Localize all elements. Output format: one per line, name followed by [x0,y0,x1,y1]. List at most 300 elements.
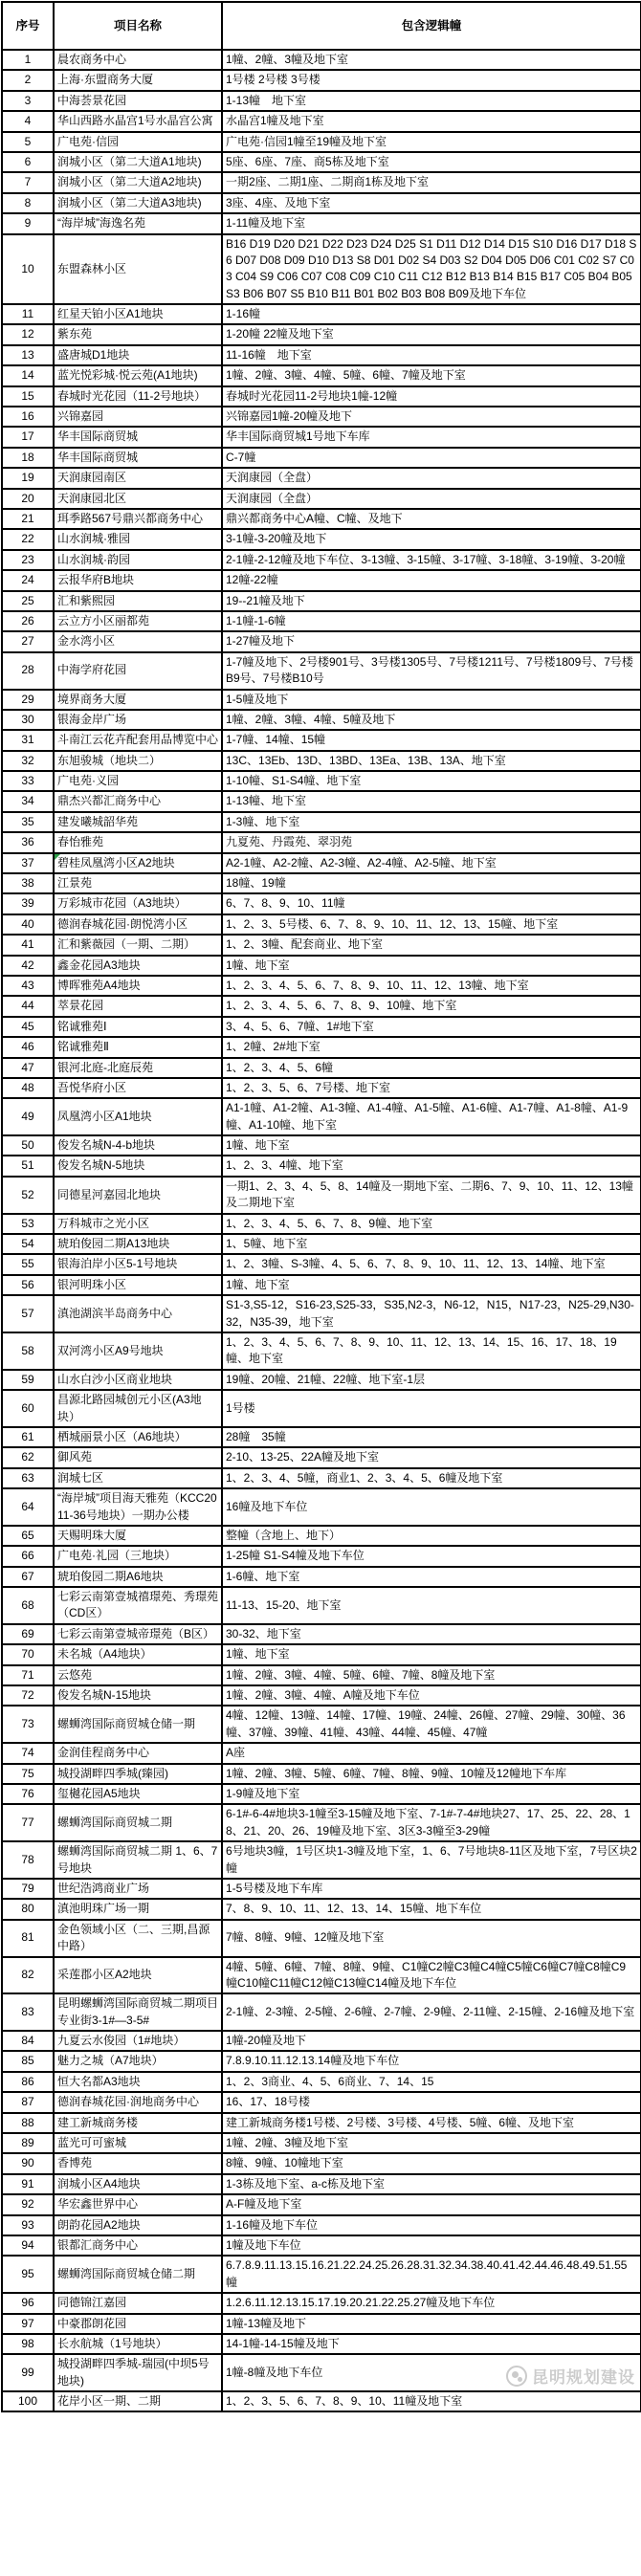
table-row [2,791,641,811]
row-project-name: 香博苑 [54,2153,222,2173]
row-serial-number: 24 [2,570,54,590]
row-serial-number: 29 [2,690,54,710]
table-row [2,2031,641,2051]
row-serial-number: 13 [2,345,54,365]
row-serial-number: 94 [2,2235,54,2256]
table-row [2,1135,641,1156]
table-row [2,690,641,710]
row-included-buildings: 1、2、3幢、S-3幢、4、5、6、7、8、9、10、11、12、13、14幢、地下室 [222,1254,641,1274]
row-serial-number: 4 [2,111,54,131]
row-included-buildings: 1-13幢 地下室 [222,91,641,111]
row-serial-number: 9 [2,213,54,233]
row-project-name: 吾悦华府小区 [54,1078,222,1098]
table-row [2,152,641,172]
row-serial-number: 81 [2,1920,54,1957]
row-serial-number: 52 [2,1177,54,1214]
row-serial-number: 69 [2,1624,54,1644]
table-row [2,1214,641,1234]
row-included-buildings: 1-3幢、地下室 [222,812,641,832]
row-serial-number: 65 [2,1526,54,1546]
row-serial-number: 31 [2,730,54,750]
row-project-name: 城投湖畔四季城-瑞园(中坝5号地块) [54,2354,222,2391]
table-row [2,132,641,152]
row-included-buildings: 8幢、9幢、10幢地下室 [222,2153,641,2173]
row-serial-number: 92 [2,2194,54,2214]
row-serial-number: 30 [2,710,54,730]
row-project-name: 上海·东盟商务大厦 [54,70,222,90]
row-included-buildings: 3、4、5、6、7幢、1#地下室 [222,1017,641,1037]
row-included-buildings: 13C、13Eb、13D、13BD、13Ea、13B、13A、地下室 [222,751,641,771]
row-project-name: 兴锦嘉园 [54,407,222,427]
row-serial-number: 90 [2,2153,54,2173]
table-row [2,1784,641,1804]
row-serial-number: 75 [2,1764,54,1784]
table-row [2,1468,641,1488]
row-included-buildings: A-F幢及地下室 [222,2194,641,2214]
row-serial-number: 28 [2,652,54,690]
table-row [2,1156,641,1176]
row-serial-number: 6 [2,152,54,172]
row-included-buildings: 1幢、2幢、3幢、4幢、5幢、6幢、7幢及地下室 [222,365,641,385]
row-serial-number: 74 [2,1743,54,1763]
row-project-name: 华丰国际商贸城 [54,448,222,468]
row-project-name: 滇池湖滨半岛商务中心 [54,1295,222,1332]
row-project-name: 万彩城市花园（A3地块） [54,893,222,914]
row-included-buildings: 1幢、2幢、3幢及地下室 [222,50,641,70]
row-included-buildings: 30-32、地下室 [222,1624,641,1644]
row-included-buildings: 1-5幢及地下 [222,690,641,710]
table-row [2,550,641,570]
row-included-buildings: 1幢-13幢及地下 [222,2314,641,2334]
row-serial-number: 79 [2,1879,54,1899]
row-serial-number: 42 [2,956,54,976]
row-serial-number: 89 [2,2133,54,2153]
row-included-buildings: 1幢、地下室 [222,1135,641,1156]
row-project-name: 俊发名城N-4-b地块 [54,1135,222,1156]
table-row [2,193,641,213]
row-project-name: 铭诚雅苑Ⅰ [54,1017,222,1037]
table-row [2,509,641,529]
table-row [2,1743,641,1763]
row-included-buildings: 1、5幢、地下室 [222,1234,641,1254]
row-included-buildings: 3-1幢-3-20幢及地下 [222,529,641,549]
row-project-name: 金色领域小区（二、三期,昌源中路） [54,1920,222,1957]
row-serial-number: 10 [2,234,54,305]
row-project-name: 中豪郡朗花园 [54,2314,222,2334]
row-serial-number: 46 [2,1037,54,1057]
row-included-buildings: 1号楼 [222,1390,641,1427]
row-included-buildings: 建工新城商务楼1号楼、2号楼、3号楼、4号楼、5幢、6幢、及地下室 [222,2113,641,2133]
row-serial-number: 51 [2,1156,54,1176]
table-row [2,2256,641,2293]
table-row [2,1177,641,1214]
row-included-buildings: 华丰国际商贸城1号地下车库 [222,427,641,447]
row-serial-number: 47 [2,1058,54,1078]
row-serial-number: 40 [2,914,54,935]
row-serial-number: 36 [2,832,54,852]
row-project-name: 汇和紫薇园（一期、二期） [54,935,222,955]
row-included-buildings: 19--21幢及地下 [222,591,641,611]
row-included-buildings: S1-3,S5-12，S16-23,S25-33，S35,N2-3，N6-12，N15，N17-23，N25-29,N30-32，N35-39，地下室 [222,1295,641,1332]
row-project-name: 山水润城·雅园 [54,529,222,549]
table-row [2,2051,641,2071]
row-serial-number: 62 [2,1447,54,1467]
row-serial-number: 93 [2,2215,54,2235]
table-row [2,1920,641,1957]
table-row [2,111,641,131]
table-row [2,1254,641,1274]
row-included-buildings: A2-1幢、A2-2幢、A2-3幢、A2-4幢、A2-5幢、地下室 [222,853,641,873]
row-included-buildings: 7幢、8幢、9幢、12幢及地下室 [222,1920,641,1957]
row-serial-number: 77 [2,1804,54,1841]
row-included-buildings: 1-16幢 [222,304,641,324]
row-serial-number: 73 [2,1706,54,1743]
row-project-name: 云报华府B地块 [54,570,222,590]
header-serial-number: 序号 [2,2,54,50]
row-included-buildings: 1-7幢、14幢、15幢 [222,730,641,750]
table-row [2,448,641,468]
row-included-buildings: 一期1、2、3、4、5、8、14幢及一期地下室、二期6、7、9、10、11、12、13幢及二期地下室 [222,1177,641,1214]
row-serial-number: 86 [2,2072,54,2092]
row-included-buildings: 11-13、15-20、地下室 [222,1587,641,1624]
table-row [2,1098,641,1135]
row-serial-number: 26 [2,611,54,631]
row-project-name: 七彩云南第壹城禧璟苑、秀璟苑（CD区） [54,1587,222,1624]
row-project-name: 银河北庭-北庭辰苑 [54,1058,222,1078]
row-included-buildings: 1-9幢及地下室 [222,1784,641,1804]
row-included-buildings: 6、7、8、9、10、11幢 [222,893,641,914]
row-included-buildings: 1-27幢及地下 [222,631,641,651]
row-project-name: 螺蛳湾国际商贸城二期 [54,1804,222,1841]
table-row [2,1957,641,1994]
row-project-name: 春城时光花园（11-2号地块） [54,386,222,407]
row-project-name: 广电苑·礼园（三地块） [54,1546,222,1566]
row-serial-number: 57 [2,1295,54,1332]
row-serial-number: 8 [2,193,54,213]
row-serial-number: 38 [2,873,54,893]
row-project-name: 春怡雅苑 [54,832,222,852]
table-row [2,1764,641,1784]
row-project-name: 万科城市之光小区 [54,1214,222,1234]
row-serial-number: 39 [2,893,54,914]
row-included-buildings: 1-20幢 22幢及地下室 [222,324,641,344]
row-serial-number: 43 [2,976,54,996]
table-row [2,996,641,1016]
row-included-buildings: 7.8.9.10.11.12.13.14幢及地下车位 [222,2051,641,2071]
row-project-name: 润城七区 [54,1468,222,1488]
table-row [2,1526,641,1546]
row-project-name: “海岸城”项目海天雅苑（KCC2011-36号地块）一期办公楼 [54,1488,222,1526]
row-project-name: 俊发名城N-5地块 [54,1156,222,1176]
row-project-name: 萃景花园 [54,996,222,1016]
row-project-name: 琥珀俊园二期A6地块 [54,1567,222,1587]
row-included-buildings: 兴锦嘉园1幢-20幢及地下 [222,407,641,427]
row-included-buildings: 14-1幢-14-15幢及地下 [222,2334,641,2354]
row-included-buildings: C-7幢 [222,448,641,468]
row-project-name: 东盟森林小区 [54,234,222,305]
row-project-name: 东旭骏城（地块二） [54,751,222,771]
table-row [2,1879,641,1899]
row-included-buildings: A座 [222,1743,641,1763]
table-row [2,812,641,832]
row-project-name: 栖城丽景小区（A6地块） [54,1427,222,1447]
row-included-buildings: 1-7幢及地下、2号楼901号、3号楼1305号、7号楼1211号、7号楼1809号、7号楼B9号、7号楼B10号 [222,652,641,690]
row-included-buildings: 1幢、地下室 [222,1644,641,1664]
row-serial-number: 27 [2,631,54,651]
table-row [2,529,641,549]
row-serial-number: 84 [2,2031,54,2051]
row-project-name: 云悠苑 [54,1665,222,1685]
row-included-buildings: 1-6幢、地下室 [222,1567,641,1587]
row-project-name: 朗韵花园A2地块 [54,2215,222,2235]
row-serial-number: 50 [2,1135,54,1156]
table-row [2,1295,641,1332]
table-row [2,2235,641,2256]
row-project-name: 斗南江云花卉配套用品博览中心 [54,730,222,750]
row-included-buildings: 1、2、3、4、5、6、7、8、9幢、地下室 [222,1214,641,1234]
row-included-buildings: 1幢、2幢、3幢、4幢、A幢及地下车位 [222,1685,641,1706]
row-serial-number: 83 [2,1993,54,2031]
row-project-name: 未名城（A4地块） [54,1644,222,1664]
row-included-buildings: 一期2座、二期1座、二期商1栋及地下室 [222,172,641,192]
row-project-name: 银都汇商务中心 [54,2235,222,2256]
table-row [2,976,641,996]
table-row [2,2354,641,2391]
row-serial-number: 22 [2,529,54,549]
row-project-name: 博晖雅苑A4地块 [54,976,222,996]
table-row [2,751,641,771]
row-included-buildings: 1、2、3幢、配套商业、地下室 [222,935,641,955]
row-included-buildings: 3座、4座、及地下室 [222,193,641,213]
row-project-name: 盛唐城D1地块 [54,345,222,365]
row-project-name: 建发曦城韶华苑 [54,812,222,832]
row-project-name: 广电苑·信园 [54,132,222,152]
row-project-name: 汇和紫熙园 [54,591,222,611]
table-row [2,345,641,365]
row-project-name: 凤凰湾小区A1地块 [54,1098,222,1135]
table-row [2,1665,641,1685]
row-project-name: 天赐明珠大厦 [54,1526,222,1546]
table-row [2,1447,641,1467]
row-included-buildings: 1、2幢、2#地下室 [222,1037,641,1057]
table-row [2,407,641,427]
row-serial-number: 88 [2,2113,54,2133]
row-included-buildings: A1-1幢、A1-2幢、A1-3幢、A1-4幢、A1-5幢、A1-6幢、A1-7幢、A1-8幢、A1-9幢、A1-10幢、地下室 [222,1098,641,1135]
table-row [2,873,641,893]
row-project-name: 鼎杰兴都汇商务中心 [54,791,222,811]
row-project-name: 恒大名都A3地块 [54,2072,222,2092]
row-serial-number: 58 [2,1332,54,1370]
row-project-name: 德润春城花园·朗悦湾小区 [54,914,222,935]
row-included-buildings: 1幢、2幢、3幢、4幢、5幢及地下 [222,710,641,730]
table-row [2,893,641,914]
table-row [2,50,641,70]
table-row [2,365,641,385]
table-row [2,172,641,192]
row-project-name: 山水润城·韵园 [54,550,222,570]
row-included-buildings: 16、17、18号楼 [222,2092,641,2112]
row-serial-number: 59 [2,1370,54,1390]
table-row [2,1370,641,1390]
table-row [2,2092,641,2112]
table-row [2,2133,641,2153]
row-serial-number: 7 [2,172,54,192]
row-serial-number: 16 [2,407,54,427]
row-included-buildings: 1.2.6.11.12.13.15.17.19.20.21.22.25.27幢及地下车位 [222,2293,641,2313]
row-included-buildings: 18幢、19幢 [222,873,641,893]
row-project-name: 天润康园南区 [54,468,222,488]
row-serial-number: 49 [2,1098,54,1135]
table-row [2,2174,641,2194]
row-serial-number: 19 [2,468,54,488]
row-project-name: 魅力之城（A7地块） [54,2051,222,2071]
row-serial-number: 32 [2,751,54,771]
row-project-name: 铭诚雅苑Ⅱ [54,1037,222,1057]
row-included-buildings: 1-16幢及地下车位 [222,2215,641,2235]
row-serial-number: 18 [2,448,54,468]
row-project-name: 润城小区（第二大道A1地块) [54,152,222,172]
row-serial-number: 20 [2,489,54,509]
row-included-buildings: 28幢 35幢 [222,1427,641,1447]
header-row [2,2,641,50]
table-row [2,234,641,305]
row-included-buildings: 1幢、2幢、3幢、4幢、5幢、6幢、7幢、8幢及地下室 [222,1665,641,1685]
row-project-name: 金润佳程商务中心 [54,1743,222,1763]
row-included-buildings: 春城时光花园11-2号地块1幢-12幢 [222,386,641,407]
row-included-buildings: 1幢、地下室 [222,1275,641,1295]
row-serial-number: 98 [2,2334,54,2354]
table-row [2,468,641,488]
table-row [2,853,641,873]
table-row [2,914,641,935]
row-included-buildings: 整幢（含地上、地下） [222,1526,641,1546]
row-included-buildings: 水晶宫1幢及地下室 [222,111,641,131]
row-serial-number: 67 [2,1567,54,1587]
table-row [2,1275,641,1295]
row-included-buildings: 1、2、3、5、6、7号楼、地下室 [222,1078,641,1098]
table-row [2,304,641,324]
row-included-buildings: 4幢、12幢、13幢、14幢、17幢、19幢、24幢、26幢、27幢、29幢、30幢、36幢、37幢、39幢、41幢、43幢、44幢、45幢、47幢 [222,1706,641,1743]
row-project-name: 天润康园北区 [54,489,222,509]
row-included-buildings: 1、2、3、4、5幢，商业1、2、3、4、5、6幢及地下室 [222,1468,641,1488]
table-row [2,1332,641,1370]
table-row [2,1644,641,1664]
row-project-name: 中海学府花园 [54,652,222,690]
table-row [2,956,641,976]
table-row [2,1804,641,1841]
table-row [2,710,641,730]
row-serial-number: 21 [2,509,54,529]
row-project-name: 七彩云南第壹城帝璟苑（B区） [54,1624,222,1644]
row-included-buildings: 广电苑·信园1幢至19幢及地下室 [222,132,641,152]
table-row [2,1899,641,1919]
row-project-name: 九夏云水俊园（1#地块） [54,2031,222,2051]
row-serial-number: 11 [2,304,54,324]
row-serial-number: 41 [2,935,54,955]
row-serial-number: 60 [2,1390,54,1427]
row-serial-number: 34 [2,791,54,811]
table-row [2,91,641,111]
table-row [2,1841,641,1879]
row-included-buildings: 1幢、2幢、3幢及地下室 [222,2133,641,2153]
row-serial-number: 64 [2,1488,54,1526]
row-project-name: 俊发名城N-15地块 [54,1685,222,1706]
table-row [2,1706,641,1743]
table-row [2,631,641,651]
row-included-buildings: 1、2、3、5号楼、6、7、8、9、10、11、12、13、15幢、地下室 [222,914,641,935]
table-row [2,213,641,233]
row-serial-number: 63 [2,1468,54,1488]
row-included-buildings: 1-3栋及地下室、a-c栋及地下室 [222,2174,641,2194]
row-serial-number: 15 [2,386,54,407]
row-included-buildings: 1号楼 2号楼 3号楼 [222,70,641,90]
table-row [2,1567,641,1587]
table-body [2,50,641,2411]
row-serial-number: 70 [2,1644,54,1664]
row-serial-number: 97 [2,2314,54,2334]
row-project-name: 境界商务大厦 [54,690,222,710]
row-included-buildings: 11-16幢 地下室 [222,345,641,365]
row-included-buildings: 1-10幢、S1-S4幢、地下室 [222,771,641,791]
row-project-name: 双河湾小区A9号地块 [54,1332,222,1370]
row-included-buildings: 19幢、20幢、21幢、22幢、地下室-1层 [222,1370,641,1390]
row-serial-number: 66 [2,1546,54,1566]
table-row [2,2293,641,2313]
row-serial-number: 95 [2,2256,54,2293]
row-project-name: 银海金岸广场 [54,710,222,730]
row-project-name: 银海泊岸小区5-1号地块 [54,1254,222,1274]
row-serial-number: 61 [2,1427,54,1447]
row-serial-number: 3 [2,91,54,111]
watermark-text: 昆明规划建设 [532,2368,635,2388]
row-serial-number: 56 [2,1275,54,1295]
table-row [2,2215,641,2235]
row-serial-number: 78 [2,1841,54,1879]
row-project-name: 同德星河嘉园北地块 [54,1177,222,1214]
row-included-buildings: 1-5号楼及地下车库 [222,1879,641,1899]
row-included-buildings: 1-25幢 S1-S4幢及地下车位 [222,1546,641,1566]
row-project-name: 江景苑 [54,873,222,893]
table-row [2,2113,641,2133]
row-project-name: 润城小区（第二大道A2地块) [54,172,222,192]
row-serial-number: 44 [2,996,54,1016]
row-serial-number: 2 [2,70,54,90]
row-included-buildings: 鼎兴都商务中心A幢、C幢、及地下 [222,509,641,529]
row-serial-number: 71 [2,1665,54,1685]
row-included-buildings: 2-10、13-25、22A幢及地下室 [222,1447,641,1467]
row-serial-number: 100 [2,2391,54,2411]
row-project-name: 御风苑 [54,1447,222,1467]
row-serial-number: 55 [2,1254,54,1274]
row-included-buildings: 1-1幢-1-6幢 [222,611,641,631]
row-project-name: 晨农商务中心 [54,50,222,70]
row-included-buildings: 1、2、3、4、5、6、7、8、9、10幢、地下室 [222,996,641,1016]
row-project-name: 城投湖畔四季城(臻园) [54,1764,222,1784]
row-included-buildings: 1、2、3、4、5、6、7、8、9、10、11、12、13幢、地下室 [222,976,641,996]
header-project-name: 项目名称 [54,2,222,50]
row-project-name: 山水白沙小区商业地块 [54,1370,222,1390]
row-project-name: 紫东苑 [54,324,222,344]
row-project-name: 蓝光悦彩城·悦云苑(A1地块) [54,365,222,385]
table-row [2,2194,641,2214]
header-included-buildings: 包含逻辑幢 [222,2,641,50]
row-included-buildings: 1幢-8幢及地下车位 [222,2354,641,2391]
row-project-name: 玺樾花园A5地块 [54,1784,222,1804]
row-included-buildings: 2-1幢-2-12幢及地下车位、3-13幢、3-15幢、3-17幢、3-18幢、3-19幢、3-20幢 [222,550,641,570]
table-row [2,570,641,590]
table-row [2,1078,641,1098]
table-row [2,1587,641,1624]
